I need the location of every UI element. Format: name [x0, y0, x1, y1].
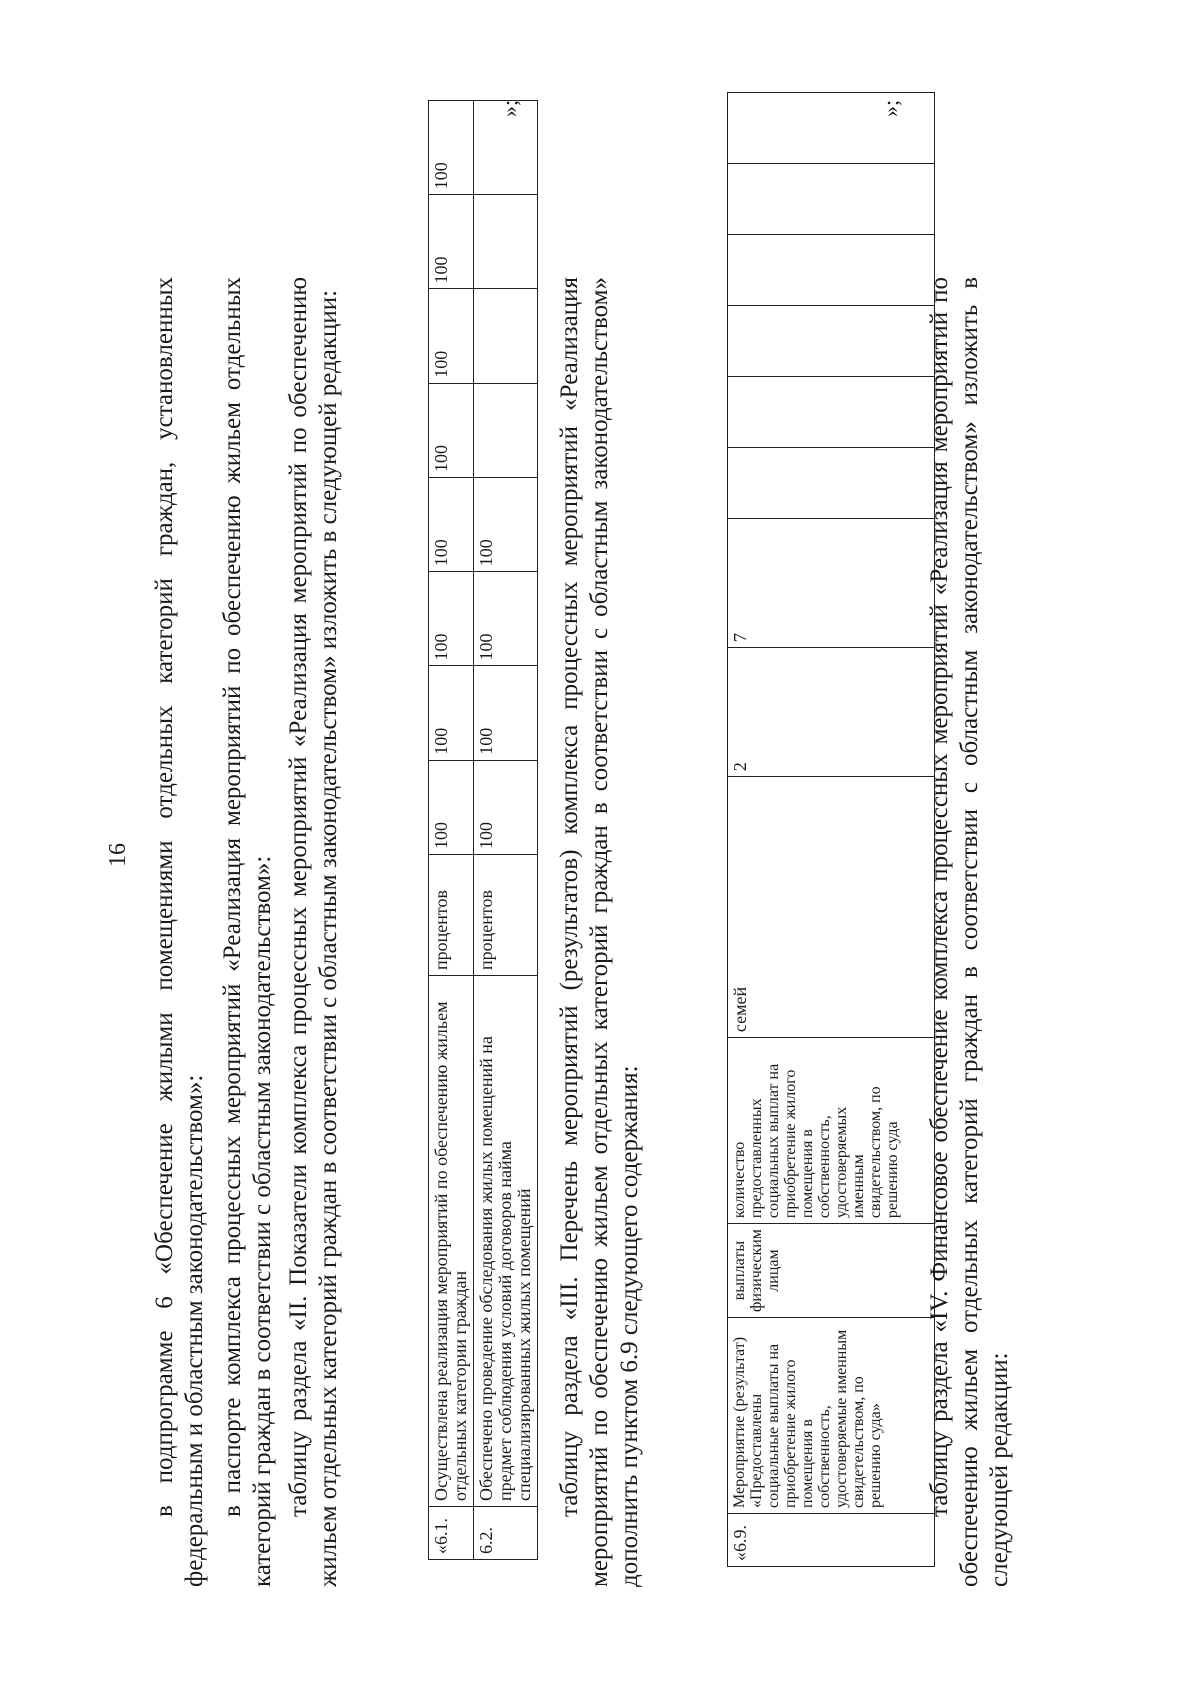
unit-cell: процентов — [474, 855, 538, 976]
value-cell: 100 — [429, 478, 474, 572]
row-number: 6.2. — [474, 1507, 538, 1560]
paragraph-section-3: таблицу раздела «III. Перечень мероприятий (результатов) комплекса процессных мероприятий «Реализация мероприятий по обеспечению жильем отдельных категорий граждан в соответствии с областным законодательством» дополнить пунктом 6.9 следующего содержания: — [556, 277, 643, 1587]
activity-type: выплаты физическим лицам — [728, 1224, 935, 1318]
table1-closing: »; — [497, 99, 522, 117]
value-cell: 100 — [474, 478, 538, 572]
activity-name: Мероприятие (результат) «Предоставлены социальные выплаты на приобретение жилого помещения в собственность, удостоверяемые именным свидетельством, по решению суда» — [728, 1318, 935, 1514]
value-cell: 100 — [429, 195, 474, 289]
paragraph-passport: в паспорте комплекса процессных мероприятий «Реализация мероприятий по обеспечению жильем отдельных категорий граждан в соответствии с областным законодательством»: — [219, 277, 276, 1587]
indicator-name: Обеспечено проведение обследования жилых помещений на предмет соблюдения условий договоров найма специализированных жилых помещений — [474, 976, 538, 1507]
value-cell — [728, 164, 935, 235]
value-cell: 7 — [728, 518, 935, 647]
value-cell: 100 — [429, 572, 474, 666]
activities-table — [727, 92, 935, 1567]
value-cell: 100 — [429, 101, 474, 195]
indicators-table — [428, 100, 538, 1560]
row-number: «6.9. — [728, 1514, 935, 1567]
table-row — [728, 93, 935, 1567]
page-number: 16 — [105, 843, 131, 867]
row-number: «6.1. — [429, 1507, 474, 1560]
value-cell — [728, 447, 935, 518]
value-cell: 100 — [474, 666, 538, 760]
table2-closing: »; — [878, 99, 903, 117]
table-row — [474, 101, 538, 1560]
value-cell — [474, 195, 538, 289]
paragraph-section-4: таблицу раздела «IV. Финансовое обеспечение комплекса процессных мероприятий «Реализация мероприятий по обеспечению жильем отдельных категорий граждан в соответствии с областным законодательством» изложить в следующей редакции: — [926, 277, 1013, 1587]
value-cell — [728, 376, 935, 447]
value-cell — [728, 306, 935, 377]
table-row — [429, 101, 474, 1560]
indicator-name: Осуществлена реализация мероприятий по обеспечению жильем отдельных категории граждан — [429, 976, 474, 1507]
unit-cell: семей — [728, 777, 935, 1038]
value-cell: 2 — [728, 648, 935, 777]
paragraph-subprogram-6: в подпрограмме 6 «Обеспечение жилыми помещениями отдельных категорий граждан, установленных федеральным и областным законодательством»: — [151, 277, 208, 1587]
value-cell: 100 — [474, 760, 538, 854]
value-cell — [728, 235, 935, 306]
value-cell: 100 — [429, 383, 474, 477]
unit-cell: процентов — [429, 855, 474, 976]
value-cell — [474, 383, 538, 477]
value-cell: 100 — [474, 572, 538, 666]
value-cell — [474, 289, 538, 383]
paragraph-section-2: таблицу раздела «II. Показатели комплекса процессных мероприятий «Реализация мероприятий по обеспечению жильем отдельных категорий граждан в соответствии с областным законодательством» изложить в следующей редакции: — [285, 277, 342, 1587]
value-cell: 100 — [429, 289, 474, 383]
activity-characteristic: количество предоставленных социальных выплат на приобретение жилого помещения в собственность, удостоверяемых именным свидетельством, по решению суда — [728, 1038, 935, 1224]
value-cell: 100 — [429, 666, 474, 760]
value-cell: 100 — [429, 760, 474, 854]
